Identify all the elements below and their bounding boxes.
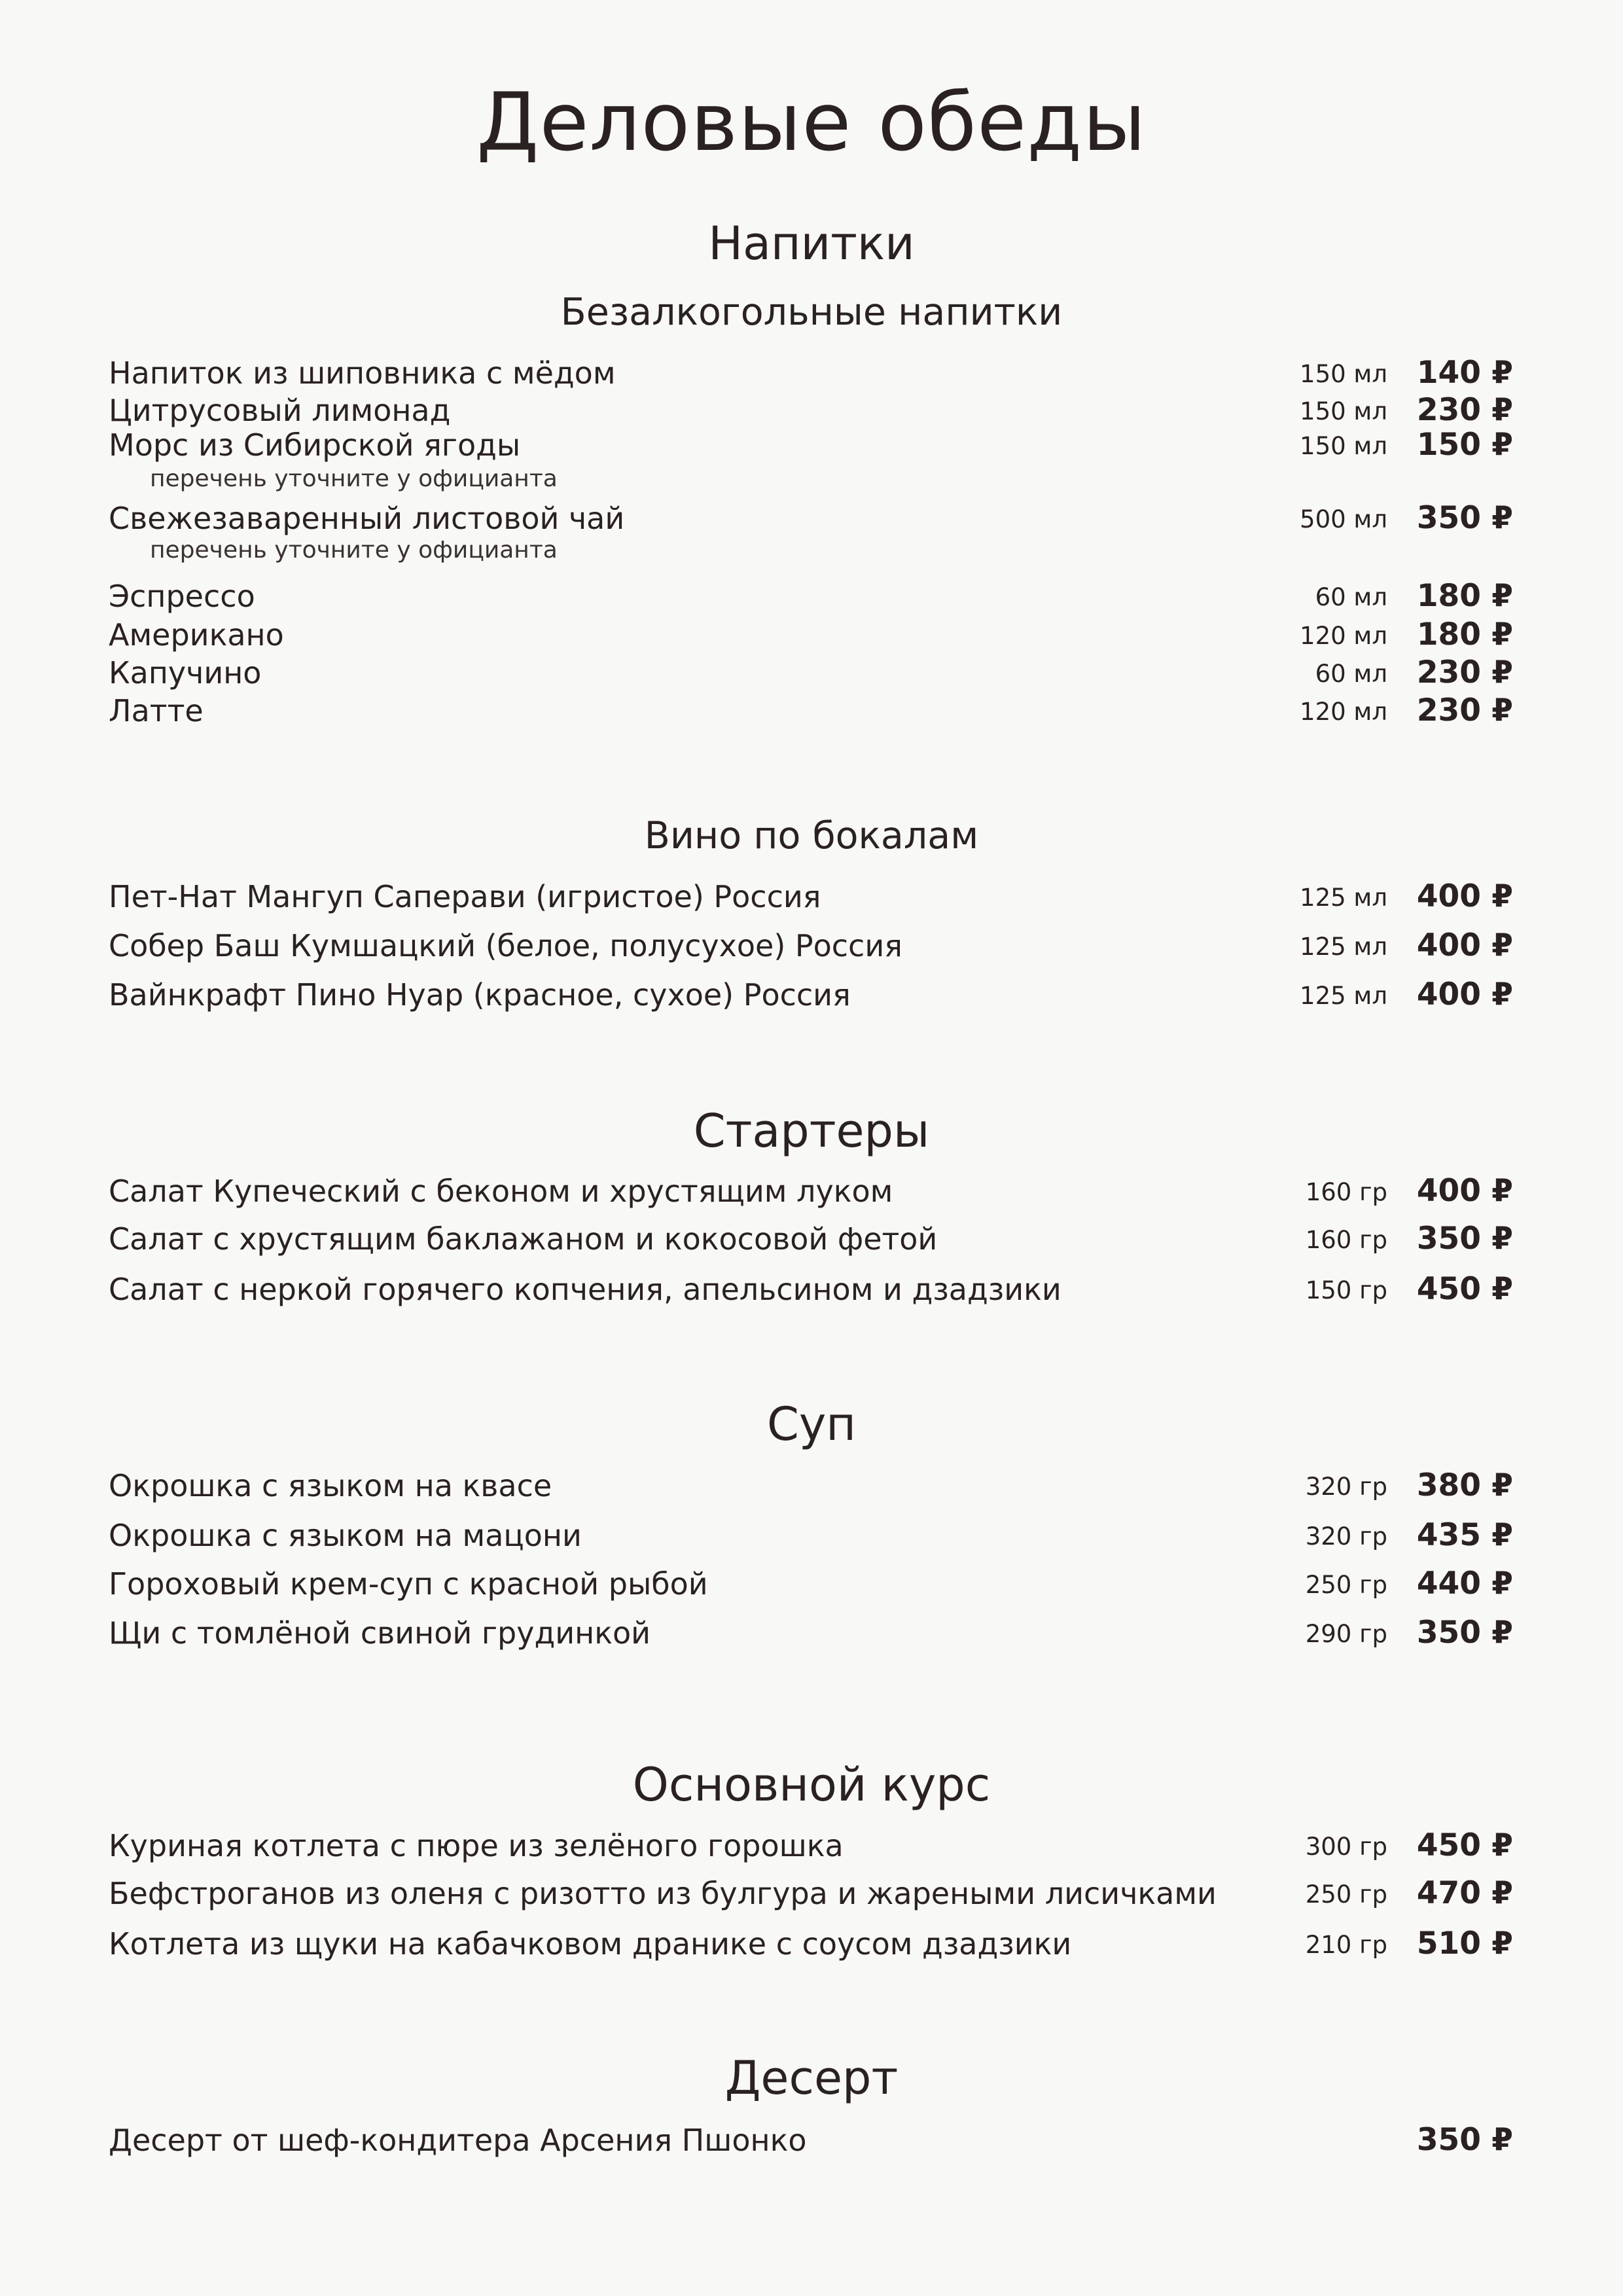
item-name: Цитрусовый лимонад [109,393,451,428]
menu-item [0,1466,1623,1505]
item-note: перечень уточните у официанта [150,537,558,564]
menu-item [0,499,1623,538]
item-name: Эспрессо [109,579,255,614]
item-price: 400 ₽ [1416,977,1513,1013]
item-name: Десерт от шеф-кондитера Арсения Пшонко [109,2123,807,2158]
item-note: перечень уточните у официанта [150,465,558,492]
subsection-title-wine: Вино по бокалам [644,814,979,857]
item-price: 470 ₽ [1416,1875,1513,1911]
subsection-title-nonalcoholic: Безалкогольные напитки [560,291,1063,334]
item-quantity: 60 мл [1315,583,1387,611]
item-name: Американо [109,617,284,653]
menu-item [0,577,1623,616]
item-price: 450 ₽ [1416,1827,1513,1863]
item-name: Котлета из щуки на кабачковом дранике с соусом дзадзики [109,1926,1072,1962]
item-name: Морс из Сибирской ягоды [109,427,521,463]
item-price: 350 ₽ [1416,1615,1513,1651]
item-price: 150 ₽ [1416,427,1513,463]
item-quantity: 290 гр [1305,1620,1387,1648]
menu-item [0,691,1623,730]
item-price: 350 ₽ [1416,2122,1513,2158]
item-quantity: 150 мл [1300,360,1387,388]
item-price: 230 ₽ [1416,692,1513,728]
item-name: Куриная котлета с пюре из зелёного горошка [109,1828,844,1863]
item-quantity: 120 мл [1300,622,1387,650]
item-quantity: 125 мл [1300,933,1387,961]
item-quantity: 60 мл [1315,660,1387,688]
item-quantity: 125 мл [1300,982,1387,1010]
item-name: Салат с хрустящим баклажаном и кокосовой фетой [109,1221,938,1257]
item-quantity: 125 мл [1300,884,1387,912]
menu-item [0,1874,1623,1913]
section-title-drinks: Напитки [708,217,915,270]
item-quantity: 500 мл [1300,505,1387,533]
menu-item [0,926,1623,965]
item-name: Салат Купеческий с беконом и хрустящим луком [109,1174,893,1209]
menu-item [0,1270,1623,1309]
item-price: 380 ₽ [1416,1467,1513,1503]
item-price: 450 ₽ [1416,1271,1513,1307]
item-quantity: 320 гр [1305,1522,1387,1551]
menu-item [0,425,1623,465]
menu-item [0,2121,1623,2160]
item-price: 230 ₽ [1416,392,1513,428]
menu-item [0,1516,1623,1555]
menu-item [0,1172,1623,1211]
item-name: Бефстроганов из оленя с ризотто из булгура и жареными лисичками [109,1876,1217,1911]
item-price: 230 ₽ [1416,655,1513,691]
menu-item [0,391,1623,430]
item-quantity: 300 гр [1305,1833,1387,1861]
menu-item [0,653,1623,692]
item-price: 510 ₽ [1416,1926,1513,1962]
item-price: 440 ₽ [1416,1566,1513,1602]
menu-item [0,1826,1623,1865]
section-title-dessert: Десерт [724,2051,899,2105]
item-price: 350 ₽ [1416,500,1513,536]
item-quantity: 150 гр [1305,1276,1387,1304]
item-name: Латте [109,693,204,728]
item-quantity: 160 гр [1305,1178,1387,1206]
item-quantity: 250 гр [1305,1880,1387,1909]
menu-item [0,1924,1623,1964]
item-name: Капучино [109,655,262,691]
item-price: 400 ₽ [1416,1173,1513,1209]
menu-item [0,975,1623,1014]
item-name: Щи с томлёной свиной грудинкой [109,1615,651,1651]
item-price: 180 ₽ [1416,617,1513,653]
item-name: Окрошка с языком на квасе [109,1468,552,1503]
section-title-starters: Стартеры [693,1104,930,1158]
item-price: 180 ₽ [1416,578,1513,614]
item-name: Пет-Нат Мангуп Саперави (игристое) Россия [109,879,821,914]
item-name: Окрошка с языком на мацони [109,1518,582,1553]
menu-item [0,1613,1623,1653]
item-quantity: 150 мл [1300,432,1387,460]
item-name: Гороховый крем-суп с красной рыбой [109,1566,708,1602]
item-price: 400 ₽ [1416,878,1513,914]
item-name: Свежезаваренный листовой чай [109,501,625,536]
item-name: Напиток из шиповника с мёдом [109,355,616,391]
item-quantity: 320 гр [1305,1473,1387,1501]
item-price: 350 ₽ [1416,1221,1513,1257]
item-price: 435 ₽ [1416,1517,1513,1553]
item-name: Собер Баш Кумшацкий (белое, полусухое) Россия [109,928,902,963]
menu-item [0,353,1623,393]
item-price: 140 ₽ [1416,355,1513,391]
item-quantity: 210 гр [1305,1931,1387,1959]
item-quantity: 160 гр [1305,1226,1387,1254]
section-title-main-course: Основной курс [632,1758,991,1812]
menu-item [0,1219,1623,1259]
menu-item [0,1564,1623,1604]
item-quantity: 120 мл [1300,698,1387,726]
item-quantity: 250 гр [1305,1571,1387,1599]
item-price: 400 ₽ [1416,927,1513,963]
section-title-soup: Суп [766,1397,857,1451]
menu-item [0,615,1623,655]
item-quantity: 150 мл [1300,397,1387,425]
item-name: Вайнкрафт Пино Нуар (красное, сухое) Россия [109,977,851,1013]
page-title: Деловые обеды [476,76,1147,169]
item-name: Салат с неркой горячего копчения, апельсином и дзадзики [109,1272,1061,1307]
menu-item [0,877,1623,916]
